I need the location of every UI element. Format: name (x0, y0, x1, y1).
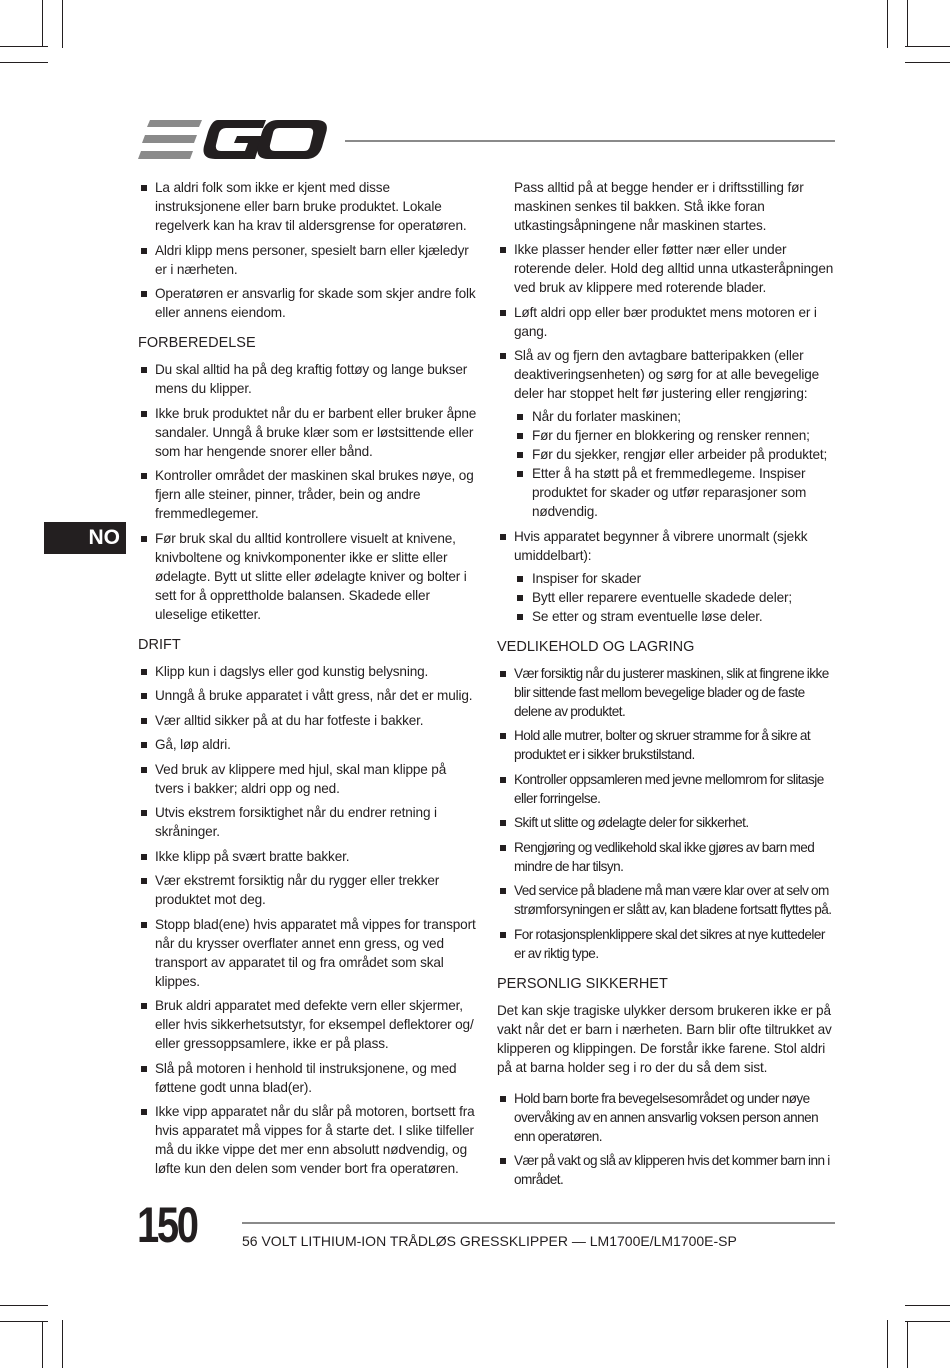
list-item: Ikke klipp på svært bratte bakker. (138, 847, 478, 866)
list-item: Før bruk skal du alltid kontrollere visuelt at knivene, knivboltene og knivkomponenter ikke er slitte eller ødelagte. Bytt ut slitte eller ødelagte kniver og bolter i sett for å opprettholde balansen. Skadede eller uleselige etiketter. (138, 529, 478, 624)
sub-list-item: Se etter og stram eventuelle løse deler. (514, 607, 837, 626)
section-heading-personlig-sikkerhet: PERSONLIG SIKKERHET (497, 975, 668, 992)
list-item: Utvis ekstrem forsiktighet når du endrer retning i skråninger. (138, 803, 478, 841)
list-item: Klipp kun i dagslys eller god kunstig belysning. (138, 662, 478, 681)
forberedelse-list (138, 360, 478, 624)
sub-list-item: Før du fjerner en blokkering og rensker rennen; (514, 426, 837, 445)
vedlikehold-list (497, 664, 837, 963)
list-item: Vær på vakt og slå av klipperen hvis det kommer barn inn i området. (497, 1151, 837, 1189)
list-item-battery (497, 346, 837, 521)
list-item: Kontroller området der maskinen skal brukes nøye, og fjern alle steiner, pinner, tråder, bein og andre fremmedlegemer. (138, 466, 478, 523)
list-item: Gå, løp aldri. (138, 735, 478, 754)
left-column (138, 178, 478, 1184)
list-item: Du skal alltid ha på deg kraftig fottøy og lange bukser mens du klipper. (138, 360, 478, 398)
list-item: Hold alle mutrer, bolter og skruer stramme for å sikre at produktet er i sikker brukstilstand. (497, 726, 837, 764)
crop-mark (0, 1321, 48, 1322)
language-tab: NO (44, 522, 126, 554)
list-item: Slå på motoren i henhold til instruksjonene, og med føttene godt unna blad(er). (138, 1059, 478, 1097)
crop-mark (0, 1305, 48, 1306)
list-item: For rotasjonsplenklippere skal det sikres at nye kuttedeler er av riktig type. (497, 925, 837, 963)
list-item: Vær alltid sikker på at du har fotfeste i bakker. (138, 711, 478, 730)
list-item: Unngå å bruke apparatet i vått gress, når det er mulig. (138, 686, 478, 705)
list-item: Stopp blad(ene) hvis apparatet må vippes for transport når du krysser overflater annet enn gress, og ved transport av apparatet til og fra området som skal klippes. (138, 915, 478, 991)
header-rule (345, 140, 835, 142)
drift-continued-list (497, 240, 837, 626)
list-item: La aldri folk som ikke er kjent med disse instruksjonene eller barn bruke produktet. Lokale regelverk kan ha krav til aldersgrense for operatøren. (138, 178, 478, 235)
section-heading-drift: DRIFT (138, 636, 181, 653)
sub-list-item: Før du sjekker, rengjør eller arbeider på produktet; (514, 445, 837, 464)
crop-mark (905, 1321, 950, 1322)
crop-mark (0, 62, 48, 63)
list-item: Bruk aldri apparatet med defekte vern eller skjermer, eller hvis sikkerhetsutstyr, for eksempel deflektorer og/ eller gressoppsamlere, ikke er på plass. (138, 996, 478, 1053)
crop-mark (62, 0, 63, 48)
paragraph: Det kan skje tragiske ulykker dersom brukeren ikke er på vakt når det er barn i nærheten. Barn blir ofte tiltrukket av klipperen og klippingen. De forstår ikke farene. Stol aldri på at barna holder seg i ro der du så dem sist. (497, 1002, 832, 1075)
crop-mark (907, 0, 908, 46)
list-item: Hold barn borte fra bevegelsesområdet og under nøye overvåking av en annen ansvarlig voksen person annen enn operatøren. (497, 1089, 837, 1146)
list-item: Ikke bruk produktet når du er barbent eller bruker åpne sandaler. Unngå å bruke klær som er løstsittende eller som har hengende snorer eller bånd. (138, 404, 478, 461)
list-item-text: Slå av og fjern den avtagbare batteripakken (eller deaktiveringsenheten) og sørg for at alle bevegelige deler har stoppet helt før justering eller rengjøring: (514, 348, 820, 401)
footer-title: 56 VOLT LITHIUM-ION TRÅDLØS GRESSKLIPPER — LM1700E/LM1700E-SP (242, 1233, 737, 1249)
crop-mark (905, 46, 950, 47)
intro-list (138, 178, 478, 322)
crop-mark (905, 62, 950, 63)
battery-sublist (514, 407, 837, 521)
drift-list (138, 662, 478, 1179)
crop-mark (905, 1305, 950, 1306)
list-item: Ikke vipp apparatet når du slår på motoren, bortsett fra hvis apparatet må vippes for å starte det. I slike tilfeller må du ikke vippe det mer enn absolutt nødvendig, og løfte kun den delen som vender bort fra operatøren. (138, 1102, 478, 1178)
crop-mark (42, 1322, 43, 1368)
list-item: Ved bruk av klippere med hjul, skal man klippe på tvers i bakker; aldri opp og ned. (138, 760, 478, 798)
personlig-list (497, 1089, 837, 1190)
list-item: Skift ut slitte og ødelagte deler for sikkerhet. (497, 813, 837, 832)
list-item-text: Hvis apparatet begynner å vibrere unormalt (sjekk umiddelbart): (514, 528, 808, 563)
crop-mark (62, 1320, 63, 1368)
crop-mark (887, 0, 888, 48)
footer-rule (242, 1222, 835, 1224)
sub-list-item: Etter å ha støtt på et fremmedlegeme. Inspiser produktet for skader og utfør reparasjoner som nødvendig. (514, 464, 837, 521)
list-item: Løft aldri opp eller bær produktet mens motoren er i gang. (497, 303, 837, 341)
sub-list-item: Når du forlater maskinen; (514, 407, 837, 426)
vibration-sublist (514, 569, 837, 626)
section-heading-vedlikehold: VEDLIKEHOLD OG LAGRING (497, 638, 695, 655)
sub-list-item: Bytt eller reparere eventuelle skadede deler; (514, 588, 837, 607)
page-number: 150 (137, 1197, 197, 1253)
right-column (497, 178, 837, 1195)
list-item: Kontroller oppsamleren med jevne mellomrom for slitasje eller forringelse. (497, 770, 837, 808)
crop-mark (42, 0, 43, 46)
list-item-vibration (497, 527, 837, 626)
continuation-text: Pass alltid på at begge hender er i driftsstilling før maskinen senkes til bakken. Stå ikke foran utkastingsåpningene når maskinen startes. (514, 180, 804, 233)
ego-logo (138, 118, 328, 162)
sub-list-item: Inspiser for skader (514, 569, 837, 588)
list-item: Vær forsiktig når du justerer maskinen, slik at fingrene ikke blir sittende fast mellom bevegelige blader og de faste delene av produktet. (497, 664, 837, 721)
list-item: Vær ekstremt forsiktig når du rygger eller trekker produktet mot deg. (138, 871, 478, 909)
crop-mark (907, 1322, 908, 1368)
list-item: Aldri klipp mens personer, spesielt barn eller kjæledyr er i nærheten. (138, 241, 478, 279)
list-item: Ikke plasser hender eller føtter nær eller under roterende deler. Hold deg alltid unna utkasteråpningen ved bruk av klippere med roterende blader. (497, 240, 837, 297)
list-item: Ved service på bladene må man være klar over at selv om strømforsyningen er slått av, kan bladene fortsatt flyttes på. (497, 881, 837, 919)
list-item: Rengjøring og vedlikehold skal ikke gjøres av barn med mindre de har tilsyn. (497, 838, 837, 876)
list-item: Operatøren er ansvarlig for skade som skjer andre folk eller annens eiendom. (138, 284, 478, 322)
crop-mark (887, 1320, 888, 1368)
crop-mark (0, 46, 48, 47)
section-heading-forberedelse: FORBEREDELSE (138, 335, 256, 351)
